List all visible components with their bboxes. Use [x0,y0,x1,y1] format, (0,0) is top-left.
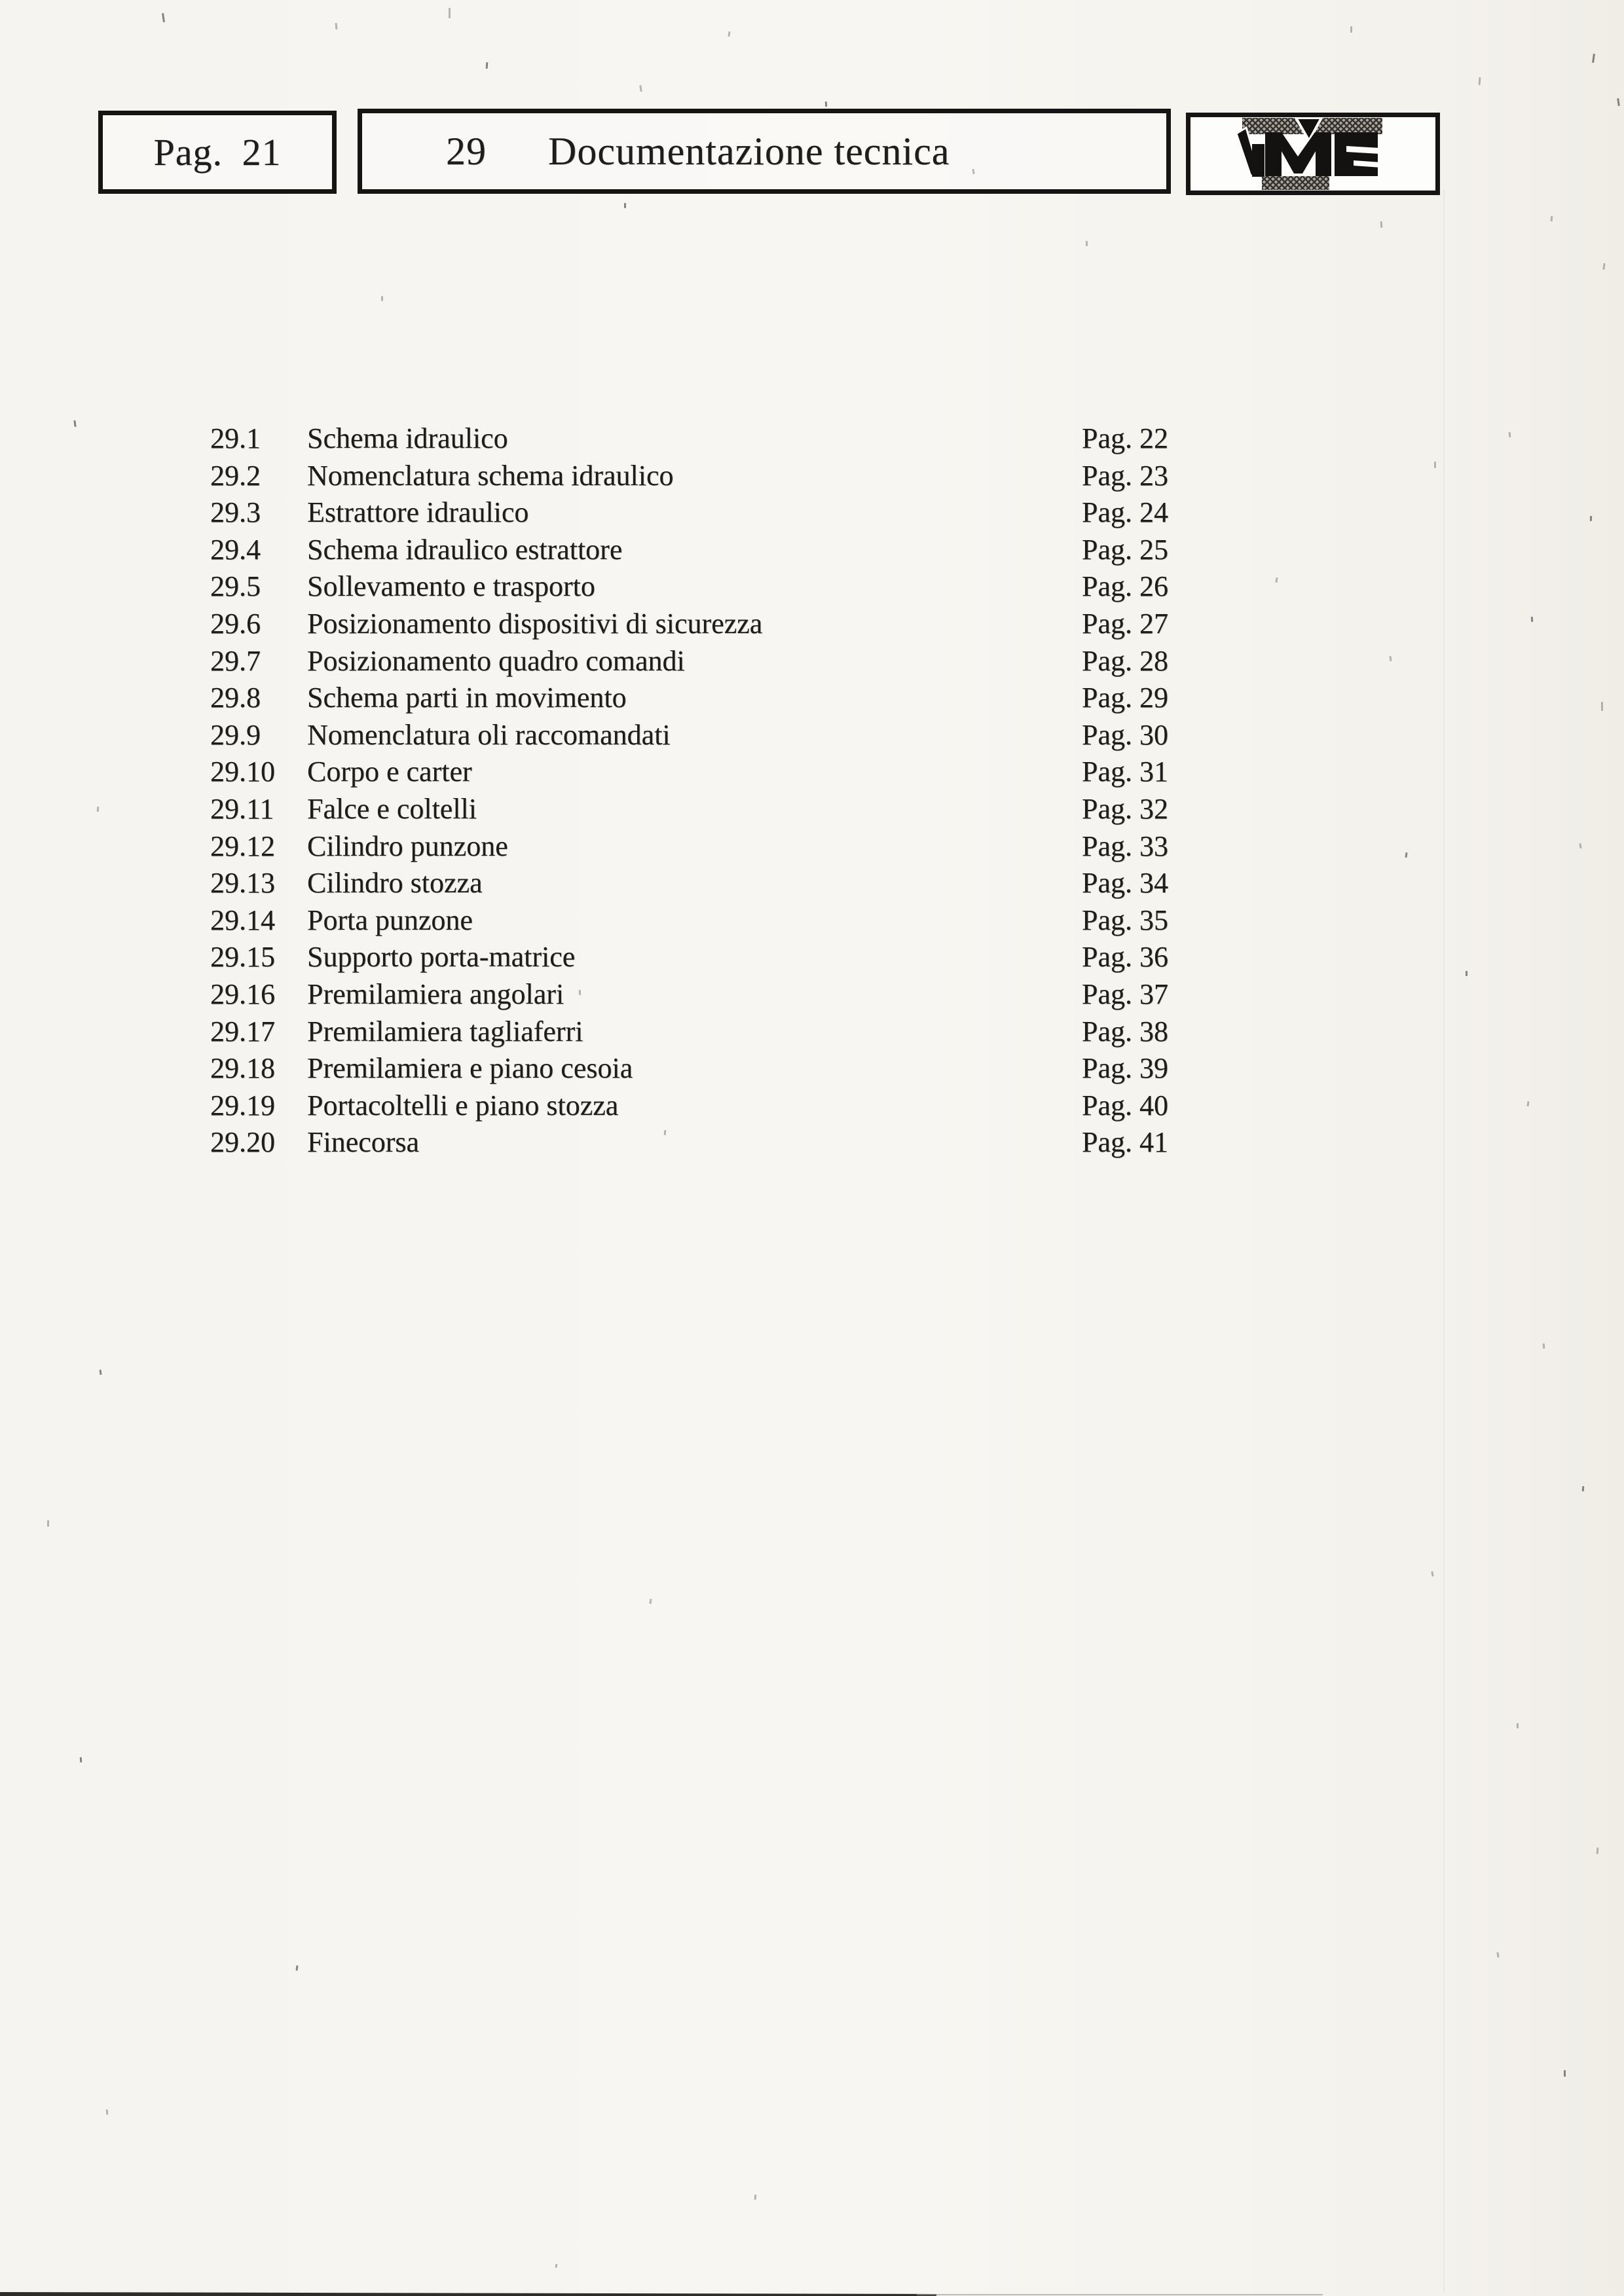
scan-speck [1617,98,1620,106]
toc-item-title: Premilamiera tagliaferri [307,1015,583,1048]
toc-item-number: 29.4 [210,533,261,566]
toc-row [210,754,1206,791]
scan-speck [381,296,383,301]
toc-item-page: Pag. 35 [1082,903,1168,936]
scan-speck [1517,1723,1519,1728]
toc-row [210,643,1206,680]
toc-item-page: Pag. 25 [1082,533,1168,566]
scan-speck [1592,54,1595,63]
scan-speck [449,8,451,18]
scan-speck [1496,1952,1499,1958]
toc-row [210,865,1206,902]
toc-row [210,791,1206,828]
toc-item-number: 29.13 [210,867,275,900]
scan-speck [639,85,642,92]
toc-row [210,568,1206,606]
toc-item-title: Finecorsa [307,1126,420,1159]
scan-speck [1389,656,1392,661]
toc-item-number: 29.10 [210,756,275,788]
page-number-box [98,111,337,194]
toc-item-title: Posizionamento quadro comandi [307,644,685,677]
scan-speck [664,1130,667,1135]
scan-speck [1350,26,1352,33]
toc-item-title: Falce e coltelli [307,792,477,825]
logo-letter-i-stem [1252,144,1264,177]
toc-item-number: 29.15 [210,941,275,974]
toc-item-number: 29.1 [210,422,261,454]
toc-row [210,458,1206,495]
toc-item-page: Pag. 24 [1082,496,1168,529]
toc-row [210,494,1206,532]
scan-speck [1431,1571,1433,1576]
scan-speck [1543,1343,1545,1349]
toc-item-page: Pag. 29 [1082,682,1168,714]
toc-item-number: 29.2 [210,459,261,492]
scan-speck [1582,1486,1585,1491]
table-of-contents [210,420,1206,1161]
scan-speck [47,1520,49,1527]
toc-item-title: Cilindro stozza [307,867,483,900]
toc-item-title: Posizionamento dispositivi di sicurezza [307,607,763,640]
scan-speck [73,420,76,427]
scan-speck [754,2195,757,2200]
scan-speck [1405,852,1407,858]
scan-speck [1551,216,1553,221]
toc-item-title: Schema parti in movimento [307,682,627,714]
scan-speck [579,990,581,995]
toc-item-page: Pag. 22 [1082,422,1168,454]
toc-row [210,420,1206,458]
scan-speck [728,31,730,37]
chapter-title: Documentazione tecnica [548,129,950,173]
toc-item-number: 29.6 [210,607,261,640]
toc-item-number: 29.20 [210,1126,275,1159]
toc-item-title: Schema idraulico [307,422,508,454]
toc-item-page: Pag. 23 [1082,459,1168,492]
scan-speck [1590,516,1593,521]
toc-item-number: 29.18 [210,1052,275,1085]
toc-item-number: 29.12 [210,829,275,862]
toc-row [210,606,1206,643]
scan-speck [1380,221,1383,228]
toc-row [210,828,1206,866]
toc-item-page: Pag. 26 [1082,570,1168,603]
toc-row [210,939,1206,976]
scan-speck [1086,241,1088,246]
scan-speck [99,1370,101,1375]
scan-speck [97,807,100,812]
toc-item-page: Pag. 38 [1082,1015,1168,1048]
toc-item-number: 29.11 [210,792,274,825]
scan-speck [555,2264,558,2268]
toc-row [210,1050,1206,1087]
toc-item-title: Sollevamento e trasporto [307,570,595,603]
toc-item-page: Pag. 33 [1082,829,1168,862]
toc-item-title: Nomenclatura schema idraulico [307,459,674,492]
scan-speck [1434,462,1436,468]
toc-item-page: Pag. 32 [1082,792,1168,825]
scan-speck [1509,432,1511,437]
scan-speck [1479,77,1481,85]
toc-item-number: 29.5 [210,570,261,603]
scan-speck [1602,263,1605,270]
toc-item-number: 29.9 [210,718,261,751]
toc-item-title: Cilindro punzone [307,829,508,862]
toc-row [210,680,1206,717]
toc-item-page: Pag. 39 [1082,1052,1168,1085]
toc-item-title: Schema idraulico estrattore [307,533,623,566]
toc-item-title: Premilamiera e piano cesoia [307,1052,633,1085]
toc-item-page: Pag. 41 [1082,1126,1168,1159]
toc-item-title: Corpo e carter [307,756,472,788]
scan-speck [1466,971,1467,976]
scan-speck [1564,2070,1566,2077]
chapter-number: 29 [446,129,487,173]
toc-item-title: Nomenclatura oli raccomandati [307,718,671,751]
scan-speck [1275,577,1278,583]
toc-item-number: 29.8 [210,682,261,714]
toc-item-title: Porta punzone [307,903,473,936]
toc-row [210,1013,1206,1051]
toc-row [210,532,1206,569]
logo-letter-s [1335,132,1391,176]
toc-row [210,1124,1206,1161]
toc-item-number: 29.16 [210,977,275,1010]
toc-item-number: 29.14 [210,903,275,936]
scan-speck [825,101,828,107]
chapter-title-box [358,109,1171,194]
toc-item-page: Pag. 27 [1082,607,1168,640]
toc-item-number: 29.17 [210,1015,275,1048]
scan-speck [335,23,338,29]
toc-item-number: 29.7 [210,644,261,677]
scan-speck [649,1599,652,1604]
scan-speck [1531,617,1534,622]
toc-item-number: 29.19 [210,1089,275,1121]
page-number-label: Pag. 21 [153,131,282,173]
toc-item-title: Supporto porta-matrice [307,941,576,974]
toc-item-title: Premilamiera angolari [307,977,564,1010]
logo-hatch-band-bottom [1262,176,1329,190]
toc-row [210,717,1206,754]
toc-item-number: 29.3 [210,496,261,529]
scan-seam-artifact [1443,190,1445,2291]
scan-speck [162,13,165,22]
toc-item-page: Pag. 34 [1082,867,1168,900]
toc-item-page: Pag. 37 [1082,977,1168,1010]
scan-speck [1601,702,1603,711]
toc-item-page: Pag. 30 [1082,718,1168,751]
ims-logo-icon [1190,117,1435,191]
toc-row [210,976,1206,1013]
scan-speck [106,2109,109,2115]
scan-speck [1526,1101,1529,1106]
scan-speck [1579,843,1581,848]
toc-item-page: Pag. 31 [1082,756,1168,788]
logo-box [1186,113,1440,195]
scan-edge-artifact [0,2292,936,2296]
scan-speck [486,62,489,69]
scan-edge-artifact [917,2294,1323,2295]
toc-item-title: Portacoltelli e piano stozza [307,1089,619,1121]
toc-row [210,902,1206,939]
toc-item-page: Pag. 36 [1082,941,1168,974]
scan-speck [1596,1848,1599,1854]
toc-row [210,1087,1206,1125]
toc-item-page: Pag. 28 [1082,644,1168,677]
scan-speck [295,1965,298,1971]
scan-speck [80,1757,83,1762]
logo-letter-m [1265,132,1331,176]
toc-item-page: Pag. 40 [1082,1089,1168,1121]
toc-item-title: Estrattore idraulico [307,496,529,529]
scan-speck [624,203,626,208]
